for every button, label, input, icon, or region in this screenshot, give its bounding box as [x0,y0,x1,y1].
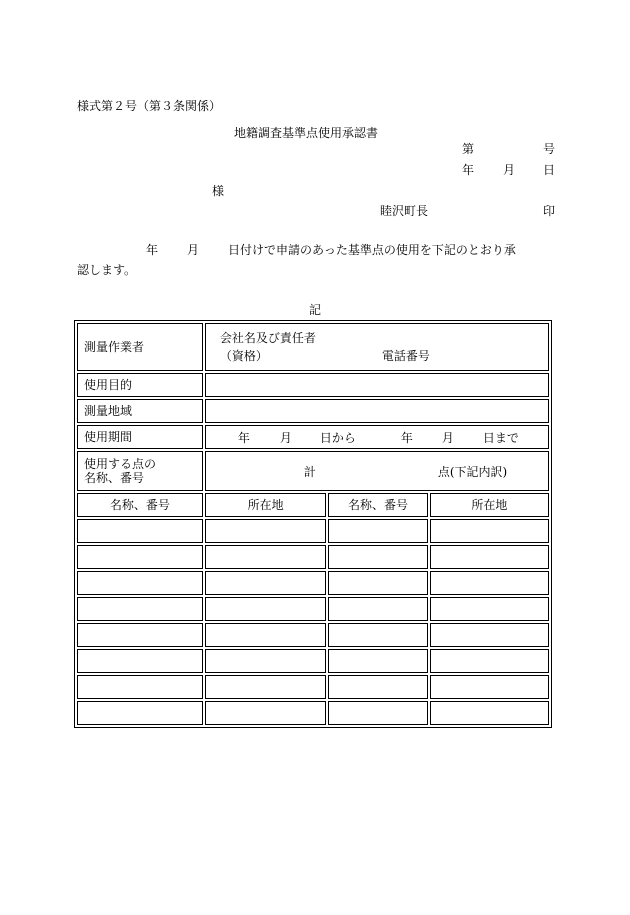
table-cell [328,597,427,621]
table-cell [205,519,326,543]
purpose-row [77,373,549,397]
points-label-line2: 名称、番号 [84,471,145,485]
points-suffix: 点(下記内訳) [437,465,508,479]
table-cell [205,597,326,621]
table-row [77,649,549,673]
points-row [77,451,549,491]
points-label-line1: 使用する点の [84,457,157,471]
table-cell [430,545,549,569]
table-row [77,597,549,621]
col-header-name-2: 名称、番号 [328,493,427,517]
approval-form-table [74,320,552,728]
area-label: 測量地域 [77,399,203,423]
qualification-line [220,347,542,365]
body-sentence-line1: 日付けで申請のあった基準点の使用を下記のとおり承 [228,243,516,257]
table-cell [430,597,549,621]
table-cell [77,545,203,569]
date-month: 月 [503,163,516,177]
table-cell [328,545,427,569]
table-cell [430,519,549,543]
body-year: 年 [146,243,159,257]
table-cell [430,649,549,673]
table-cell [430,675,549,699]
table-cell [77,675,203,699]
document-title: 地籍調査基準点使用承認書 [234,126,379,140]
table-cell [328,623,427,647]
table-row [77,571,549,595]
table-row [77,545,549,569]
table-cell [328,701,427,725]
table-cell [205,649,326,673]
table-cell [77,519,203,543]
table-cell [328,571,427,595]
body-month: 月 [187,243,200,257]
table-cell [77,701,203,725]
issuer-name: 睦沢町長 [380,204,429,218]
number-suffix: 号 [543,142,556,156]
table-cell [205,545,326,569]
number-prefix: 第 [462,142,475,156]
period-from-text: 日から [319,431,356,445]
points-value [205,451,549,491]
table-cell [205,571,326,595]
purpose-value [205,373,549,397]
surveyor-label: 測量作業者 [77,323,203,371]
body-sentence-line2: 認します。 [77,263,137,277]
table-cell [77,623,203,647]
seal-mark: 印 [543,204,556,218]
period-until-text: 日まで [482,431,519,445]
area-value [205,399,549,423]
table-cell [77,597,203,621]
area-row [77,399,549,423]
period-label: 使用期間 [77,425,203,449]
surveyor-value-cell [205,323,549,371]
surveyor-row [77,323,549,371]
phone-label: 電話番号 [381,349,430,363]
table-cell [430,701,549,725]
total-label: 計 [303,465,316,479]
table-cell [328,649,427,673]
period-row [77,425,549,449]
table-cell [328,519,427,543]
points-label [77,451,203,491]
table-cell [430,571,549,595]
table-row [77,623,549,647]
table-cell [328,675,427,699]
date-year: 年 [462,163,475,177]
table-cell [77,649,203,673]
table-cell [205,675,326,699]
col-header-location-1: 所在地 [205,493,326,517]
table-row [77,675,549,699]
company-label: 会社名及び責任者 [219,331,316,345]
column-header-row [77,493,549,517]
date-day: 日 [543,163,556,177]
table-row [77,701,549,725]
table-cell [205,701,326,725]
period-year-from: 年 [237,431,250,445]
table-cell [77,571,203,595]
period-month-to: 月 [441,431,454,445]
purpose-label: 使用目的 [77,373,203,397]
ki-heading: 記 [309,303,322,317]
form-number: 様式第２号（第３条関係） [77,99,222,113]
col-header-name-1: 名称、番号 [77,493,203,517]
qualification-label: （資格） [219,349,268,363]
period-month-from: 月 [279,431,292,445]
table-cell [430,623,549,647]
period-year-to: 年 [400,431,413,445]
col-header-location-2: 所在地 [430,493,549,517]
table-cell [205,623,326,647]
period-value [205,425,549,449]
empty-rows [77,519,549,725]
table-row [77,519,549,543]
recipient-suffix: 様 [212,184,225,198]
